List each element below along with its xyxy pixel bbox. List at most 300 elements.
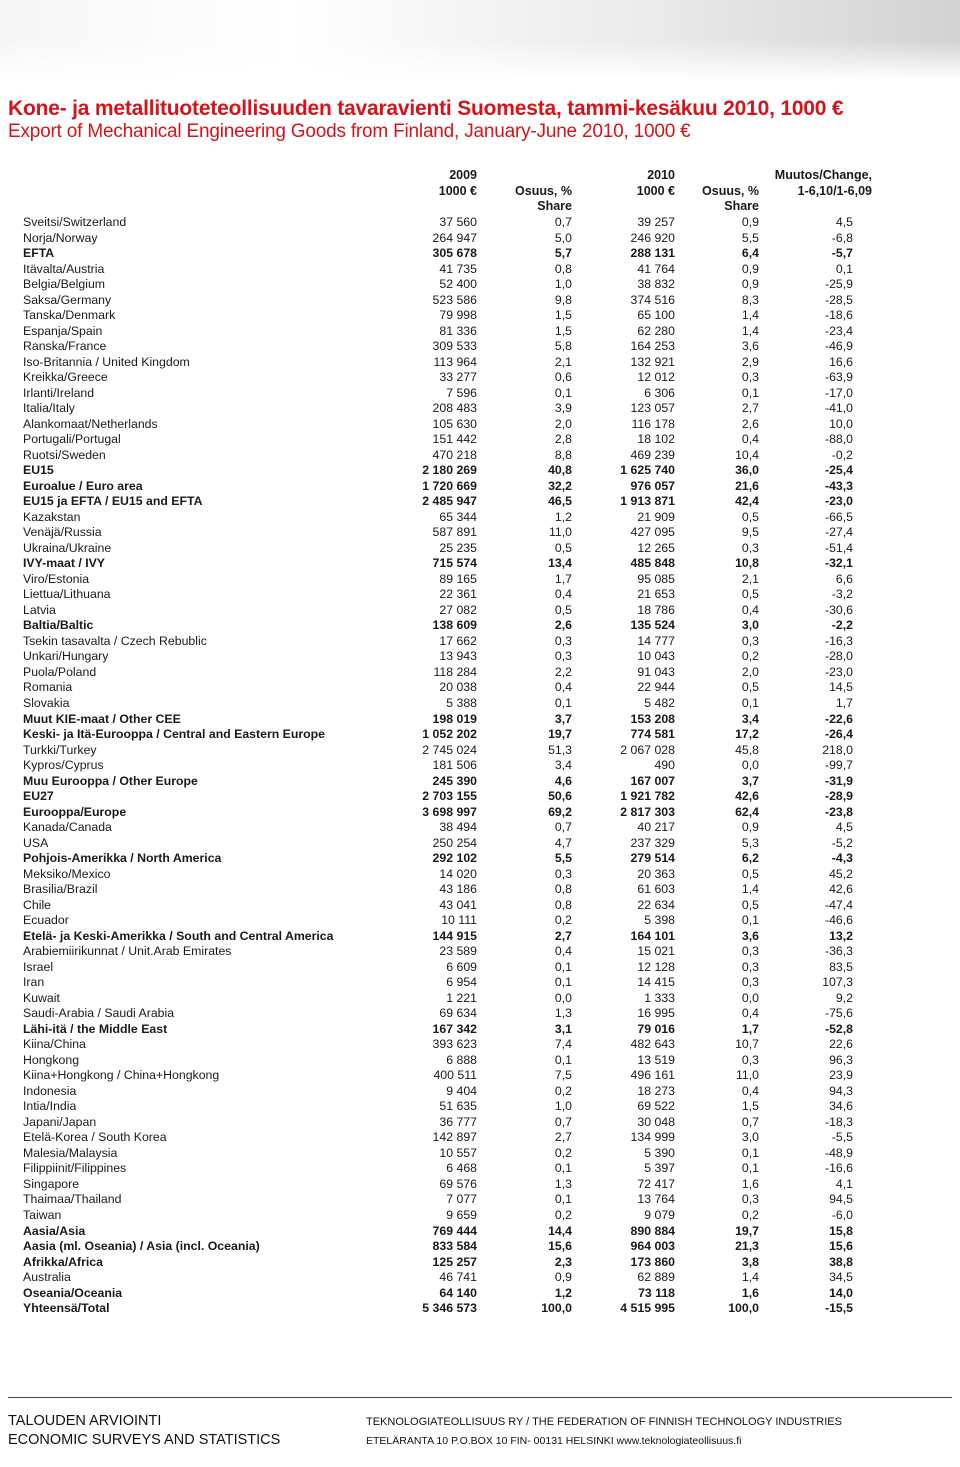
row-label: Portugali/Portugal [23, 432, 121, 447]
share-2009: 2,3 [554, 1254, 572, 1269]
value-2009: 10 557 [439, 1145, 477, 1160]
value-2009: 198 019 [432, 711, 477, 726]
value-2009: 393 623 [432, 1037, 477, 1052]
change-percent: 34,5 [829, 1270, 853, 1285]
value-2010: 123 057 [630, 401, 675, 416]
change-percent: 1,7 [835, 695, 853, 710]
value-2009: 69 576 [439, 1176, 477, 1191]
share-2009: 100,0 [541, 1301, 572, 1316]
value-2009: 9 404 [446, 1083, 477, 1098]
row-label: Muut KIE-maat / Other CEE [23, 711, 181, 726]
share-2009: 1,0 [554, 1099, 572, 1114]
share-2010: 21,6 [735, 478, 759, 493]
share-2010: 1,4 [741, 308, 759, 323]
page-title-en: Export of Mechanical Engineering Goods from Finland, January-June 2010, 1000 € [8, 121, 691, 142]
table-row [0, 1301, 960, 1317]
value-2010: 12 128 [637, 959, 675, 974]
change-percent: -48,9 [824, 1145, 853, 1160]
value-2009: 65 344 [439, 509, 477, 524]
row-label: Saksa/Germany [23, 292, 112, 307]
footer-dept-en: ECONOMIC SURVEYS AND STATISTICS [8, 1432, 281, 1448]
share-2010: 1,5 [741, 1099, 759, 1114]
row-label: Alankomaat/Netherlands [23, 416, 158, 431]
change-percent: 4,5 [835, 215, 853, 229]
share-2009: 0,3 [554, 866, 572, 881]
change-percent: 10,0 [829, 416, 853, 431]
share-2009: 19,7 [548, 727, 572, 742]
value-2009: 181 506 [432, 758, 477, 773]
row-label: Ruotsi/Sweden [23, 447, 106, 462]
share-2009: 46,5 [548, 494, 572, 509]
table-row [0, 789, 960, 805]
row-label: Israel [23, 959, 54, 974]
value-2009: 105 630 [432, 416, 477, 431]
share-2009: 0,1 [554, 959, 572, 974]
change-percent: -16,3 [824, 633, 853, 648]
row-label: Indonesia [23, 1083, 77, 1098]
share-2009: 2,7 [554, 1130, 572, 1145]
value-2009: 7 077 [446, 1192, 477, 1207]
value-2009: 89 165 [439, 571, 477, 586]
value-2010: 91 043 [637, 664, 675, 679]
value-2009: 25 235 [439, 540, 477, 555]
value-2010: 237 329 [630, 835, 675, 850]
header-share-fi-2010: Osuus, % [702, 184, 759, 198]
value-2009: 41 735 [439, 261, 477, 276]
share-2009: 5,7 [554, 246, 572, 261]
change-percent: 15,8 [829, 1223, 853, 1238]
table-row [0, 851, 960, 867]
share-2010: 0,5 [741, 509, 759, 524]
table-row [0, 743, 960, 759]
share-2009: 69,2 [548, 804, 572, 819]
value-2010: 4 515 995 [620, 1301, 675, 1316]
change-percent: 107,3 [822, 975, 853, 990]
header-share-en-2009: Share [537, 199, 572, 213]
value-2010: 246 920 [630, 230, 675, 245]
value-2009: 138 609 [432, 618, 477, 633]
value-2010: 79 016 [637, 1021, 675, 1036]
table-row [0, 1037, 960, 1053]
change-percent: -5,2 [831, 835, 853, 850]
share-2009: 0,1 [554, 975, 572, 990]
share-2010: 42,6 [735, 789, 759, 804]
row-label: Belgia/Belgium [23, 277, 106, 292]
value-2010: 134 999 [630, 1130, 675, 1145]
value-2009: 38 494 [439, 820, 477, 835]
row-label: Etelä-Korea / South Korea [23, 1130, 167, 1145]
value-2010: 12 265 [637, 540, 675, 555]
change-percent: 14,5 [829, 680, 853, 695]
value-2010: 39 257 [637, 215, 675, 229]
share-2010: 11,0 [735, 1068, 759, 1083]
share-2010: 2,6 [741, 416, 759, 431]
row-label: Norja/Norway [23, 230, 98, 245]
table-row [0, 355, 960, 371]
value-2009: 51 635 [439, 1099, 477, 1114]
value-2009: 142 897 [432, 1130, 477, 1145]
share-2009: 0,4 [554, 680, 572, 695]
share-2010: 0,1 [741, 1145, 759, 1160]
table-row [0, 339, 960, 355]
value-2009: 715 574 [432, 556, 477, 571]
share-2010: 100,0 [728, 1301, 759, 1316]
table-row [0, 758, 960, 774]
share-2010: 17,2 [735, 727, 759, 742]
row-label: Brasilia/Brazil [23, 882, 98, 897]
table-row [0, 262, 960, 278]
value-2010: 12 012 [637, 370, 675, 385]
row-label: Kuwait [23, 990, 60, 1005]
value-2010: 95 085 [637, 571, 675, 586]
change-percent: -46,6 [824, 913, 853, 928]
share-2009: 0,5 [554, 540, 572, 555]
row-label: Venäjä/Russia [23, 525, 102, 540]
share-2009: 0,7 [554, 1114, 572, 1129]
change-percent: 42,6 [829, 882, 853, 897]
value-2009: 43 041 [439, 897, 477, 912]
value-2010: 21 909 [637, 509, 675, 524]
value-2010: 374 516 [630, 292, 675, 307]
row-label: Etelä- ja Keski-Amerikka / South and Central America [23, 928, 334, 943]
table-row [0, 1192, 960, 1208]
share-2009: 2,7 [554, 928, 572, 943]
row-label: Espanja/Spain [23, 323, 103, 338]
share-2009: 8,8 [554, 447, 572, 462]
share-2009: 15,6 [548, 1239, 572, 1254]
table-row [0, 370, 960, 386]
share-2010: 0,4 [741, 432, 759, 447]
table-row [0, 944, 960, 960]
share-2010: 0,0 [741, 990, 759, 1005]
value-2010: 5 390 [644, 1145, 675, 1160]
change-percent: 4,1 [835, 1176, 853, 1191]
value-2009: 52 400 [439, 277, 477, 292]
value-2010: 10 043 [637, 649, 675, 664]
row-label: IVY-maat / IVY [23, 556, 106, 571]
value-2009: 1 221 [446, 990, 477, 1005]
table-row [0, 1006, 960, 1022]
share-2009: 0,7 [554, 215, 572, 229]
table-row [0, 913, 960, 929]
value-2010: 18 786 [637, 602, 675, 617]
row-label: Sveitsi/Switzerland [23, 215, 127, 229]
change-percent: -25,9 [824, 277, 853, 292]
share-2010: 0,3 [741, 1192, 759, 1207]
share-2010: 0,3 [741, 370, 759, 385]
row-label: USA [23, 835, 49, 850]
table-row [0, 293, 960, 309]
table-row [0, 727, 960, 743]
share-2009: 0,4 [554, 944, 572, 959]
share-2009: 7,4 [554, 1037, 572, 1052]
value-2010: 40 217 [637, 820, 675, 835]
table-row [0, 1177, 960, 1193]
value-2010: 16 995 [637, 1006, 675, 1021]
table-row [0, 308, 960, 324]
change-percent: 6,6 [835, 571, 853, 586]
value-2009: 264 947 [432, 230, 477, 245]
share-2010: 3,4 [741, 711, 759, 726]
share-2009: 0,1 [554, 1192, 572, 1207]
table-row [0, 386, 960, 402]
row-label: Latvia [23, 602, 56, 617]
change-percent: -16,6 [824, 1161, 853, 1176]
share-2010: 45,8 [735, 742, 759, 757]
row-label: Afrikka/Africa [23, 1254, 103, 1269]
row-label: Saudi-Arabia / Saudi Arabia [23, 1006, 175, 1021]
table-row [0, 1053, 960, 1069]
value-2009: 1 720 669 [422, 478, 477, 493]
share-2010: 0,5 [741, 680, 759, 695]
row-label: Australia [23, 1270, 71, 1285]
table-row [0, 525, 960, 541]
table-row [0, 1224, 960, 1240]
share-2010: 10,7 [735, 1037, 759, 1052]
header-share-en-2010: Share [724, 199, 759, 213]
share-2010: 10,8 [735, 556, 759, 571]
share-2009: 40,8 [548, 463, 572, 478]
value-2009: 2 703 155 [422, 789, 477, 804]
header-change-period: 1-6,10/1-6,09 [797, 184, 872, 198]
share-2009: 0,1 [554, 695, 572, 710]
value-2009: 14 020 [439, 866, 477, 881]
value-2010: 22 634 [637, 897, 675, 912]
table-row [0, 541, 960, 557]
row-label: Kiina/China [23, 1037, 86, 1052]
row-label: Arabiemiirikunnat / Unit.Arab Emirates [23, 944, 232, 959]
row-label: Itävalta/Austria [23, 261, 105, 276]
share-2009: 51,3 [548, 742, 572, 757]
share-2009: 0,0 [554, 990, 572, 1005]
value-2010: 116 178 [631, 416, 675, 431]
value-2010: 135 524 [630, 618, 675, 633]
row-label: Japani/Japan [23, 1114, 97, 1129]
value-2010: 65 100 [637, 308, 675, 323]
share-2009: 0,6 [554, 370, 572, 385]
table-row [0, 215, 960, 231]
share-2010: 3,0 [741, 1130, 759, 1145]
value-2010: 15 021 [637, 944, 675, 959]
row-label: EU15 [23, 463, 54, 478]
value-2010: 279 514 [630, 851, 675, 866]
change-percent: -66,5 [824, 509, 853, 524]
share-2009: 3,7 [554, 711, 572, 726]
row-label: Oseania/Oceania [23, 1285, 123, 1300]
share-2010: 6,2 [741, 851, 759, 866]
share-2010: 2,9 [741, 354, 759, 369]
share-2010: 0,5 [741, 897, 759, 912]
value-2010: 6 306 [644, 385, 675, 400]
change-percent: -36,3 [824, 944, 853, 959]
change-percent: -18,6 [824, 308, 853, 323]
share-2010: 0,4 [741, 1006, 759, 1021]
row-label: Ranska/France [23, 339, 107, 354]
table-row [0, 1099, 960, 1115]
share-2009: 0,8 [554, 897, 572, 912]
change-percent: -88,0 [824, 432, 853, 447]
change-percent: -43,3 [824, 478, 853, 493]
change-percent: -28,5 [824, 292, 853, 307]
share-2010: 0,1 [741, 1161, 759, 1176]
value-2009: 36 777 [439, 1114, 477, 1129]
share-2010: 1,7 [741, 1021, 759, 1036]
share-2009: 2,8 [554, 432, 572, 447]
change-percent: -3,2 [831, 587, 853, 602]
share-2010: 21,3 [735, 1239, 759, 1254]
value-2009: 33 277 [439, 370, 477, 385]
row-label: Yhteensä/Total [23, 1301, 110, 1316]
value-2009: 113 964 [433, 354, 477, 369]
share-2010: 1,4 [741, 1270, 759, 1285]
value-2009: 5 388 [446, 695, 477, 710]
table-row [0, 634, 960, 650]
share-2010: 42,4 [735, 494, 759, 509]
share-2010: 6,4 [741, 246, 759, 261]
value-2009: 3 698 997 [422, 804, 477, 819]
value-2009: 81 336 [439, 323, 477, 338]
value-2010: 21 653 [637, 587, 675, 602]
value-2010: 164 101 [630, 928, 675, 943]
share-2010: 5,3 [741, 835, 759, 850]
share-2010: 3,6 [741, 339, 759, 354]
value-2010: 22 944 [637, 680, 675, 695]
value-2009: 17 662 [439, 633, 477, 648]
header-change-label: Muutos/Change, [774, 168, 872, 182]
change-percent: -47,4 [824, 897, 853, 912]
share-2009: 32,2 [548, 478, 572, 493]
change-percent: -23,0 [824, 494, 853, 509]
share-2009: 2,1 [554, 354, 572, 369]
footer-dept-fi: TALOUDEN ARVIOINTI [8, 1413, 162, 1429]
value-2010: 164 253 [630, 339, 675, 354]
row-label: EU15 ja EFTA / EU15 and EFTA [23, 494, 203, 509]
share-2009: 3,4 [554, 758, 572, 773]
share-2010: 0,1 [741, 385, 759, 400]
share-2010: 0,3 [741, 633, 759, 648]
row-label: Liettua/Lithuana [23, 587, 111, 602]
share-2010: 0,3 [741, 540, 759, 555]
table-row [0, 929, 960, 945]
change-percent: -5,5 [831, 1130, 853, 1145]
table-row [0, 774, 960, 790]
share-2009: 0,8 [554, 882, 572, 897]
share-2009: 1,3 [554, 1006, 572, 1021]
table-row [0, 401, 960, 417]
change-percent: -30,6 [824, 602, 853, 617]
row-label: Tanska/Denmark [23, 308, 116, 323]
footer-organization: TEKNOLOGIATEOLLISUUS RY / THE FEDERATION OF FINNISH TECHNOLOGY INDUSTRIES [366, 1416, 842, 1428]
share-2010: 19,7 [735, 1223, 759, 1238]
value-2009: 43 186 [439, 882, 477, 897]
value-2009: 13 943 [439, 649, 477, 664]
row-label: Kypros/Cyprus [23, 758, 104, 773]
value-2009: 470 218 [432, 447, 477, 462]
table-row [0, 587, 960, 603]
row-label: Pohjois-Amerikka / North America [23, 851, 222, 866]
row-label: Iso-Britannia / United Kingdom [23, 354, 190, 369]
header-unit-2009: 1000 € [438, 184, 477, 198]
table-row [0, 1084, 960, 1100]
table-row [0, 712, 960, 728]
table-row [0, 1146, 960, 1162]
share-2010: 5,5 [741, 230, 759, 245]
table-row [0, 246, 960, 262]
share-2009: 2,2 [554, 664, 572, 679]
row-label: EU27 [23, 789, 54, 804]
row-label: Taiwan [23, 1208, 62, 1222]
value-2009: 23 589 [439, 944, 477, 959]
value-2010: 890 884 [630, 1223, 675, 1238]
row-label: Ukraina/Ukraine [23, 540, 112, 555]
row-label: Lähi-itä / the Middle East [23, 1021, 168, 1036]
table-row [0, 680, 960, 696]
table-row [0, 960, 960, 976]
change-percent: 83,5 [829, 959, 853, 974]
change-percent: 34,6 [829, 1099, 853, 1114]
table-row [0, 882, 960, 898]
change-percent: -6,8 [831, 230, 853, 245]
share-2010: 2,7 [741, 401, 759, 416]
share-2010: 2,1 [741, 571, 759, 586]
share-2010: 9,5 [741, 525, 759, 540]
share-2010: 0,3 [741, 959, 759, 974]
table-row [0, 1255, 960, 1271]
value-2010: 1 625 740 [620, 463, 675, 478]
share-2009: 3,9 [554, 401, 572, 416]
value-2010: 41 764 [637, 261, 675, 276]
share-2009: 0,2 [554, 1208, 572, 1222]
share-2009: 2,6 [554, 618, 572, 633]
row-label: Eurooppa/Europe [23, 804, 127, 819]
change-percent: 218,0 [822, 742, 853, 757]
value-2009: 6 888 [446, 1052, 477, 1067]
row-label: Hongkong [23, 1052, 80, 1067]
table-row [0, 1068, 960, 1084]
share-2010: 0,4 [741, 1083, 759, 1098]
data-table [0, 215, 960, 1317]
change-percent: 4,5 [835, 820, 853, 835]
value-2009: 2 745 024 [422, 742, 477, 757]
value-2010: 38 832 [637, 277, 675, 292]
value-2009: 46 741 [439, 1270, 477, 1285]
table-row [0, 572, 960, 588]
share-2009: 0,1 [554, 1052, 572, 1067]
share-2009: 7,5 [554, 1068, 572, 1083]
value-2009: 245 390 [432, 773, 477, 788]
value-2010: 73 118 [638, 1285, 675, 1300]
change-percent: -31,9 [824, 773, 853, 788]
value-2010: 61 603 [637, 882, 675, 897]
value-2010: 62 280 [637, 323, 675, 338]
table-row [0, 463, 960, 479]
change-percent: 13,2 [829, 928, 853, 943]
header-year-2009: 2009 [449, 168, 477, 182]
header-unit-2010: 1000 € [636, 184, 675, 198]
table-row [0, 603, 960, 619]
change-percent: -23,0 [824, 664, 853, 679]
share-2009: 14,4 [548, 1223, 572, 1238]
value-2009: 6 954 [446, 975, 477, 990]
table-row [0, 665, 960, 681]
value-2010: 5 398 [644, 913, 675, 928]
table-row [0, 649, 960, 665]
share-2010: 0,2 [741, 649, 759, 664]
header-share-fi-2009: Osuus, % [515, 184, 572, 198]
value-2010: 2 817 303 [620, 804, 675, 819]
value-2009: 2 180 269 [422, 463, 477, 478]
value-2010: 1 921 782 [620, 789, 675, 804]
